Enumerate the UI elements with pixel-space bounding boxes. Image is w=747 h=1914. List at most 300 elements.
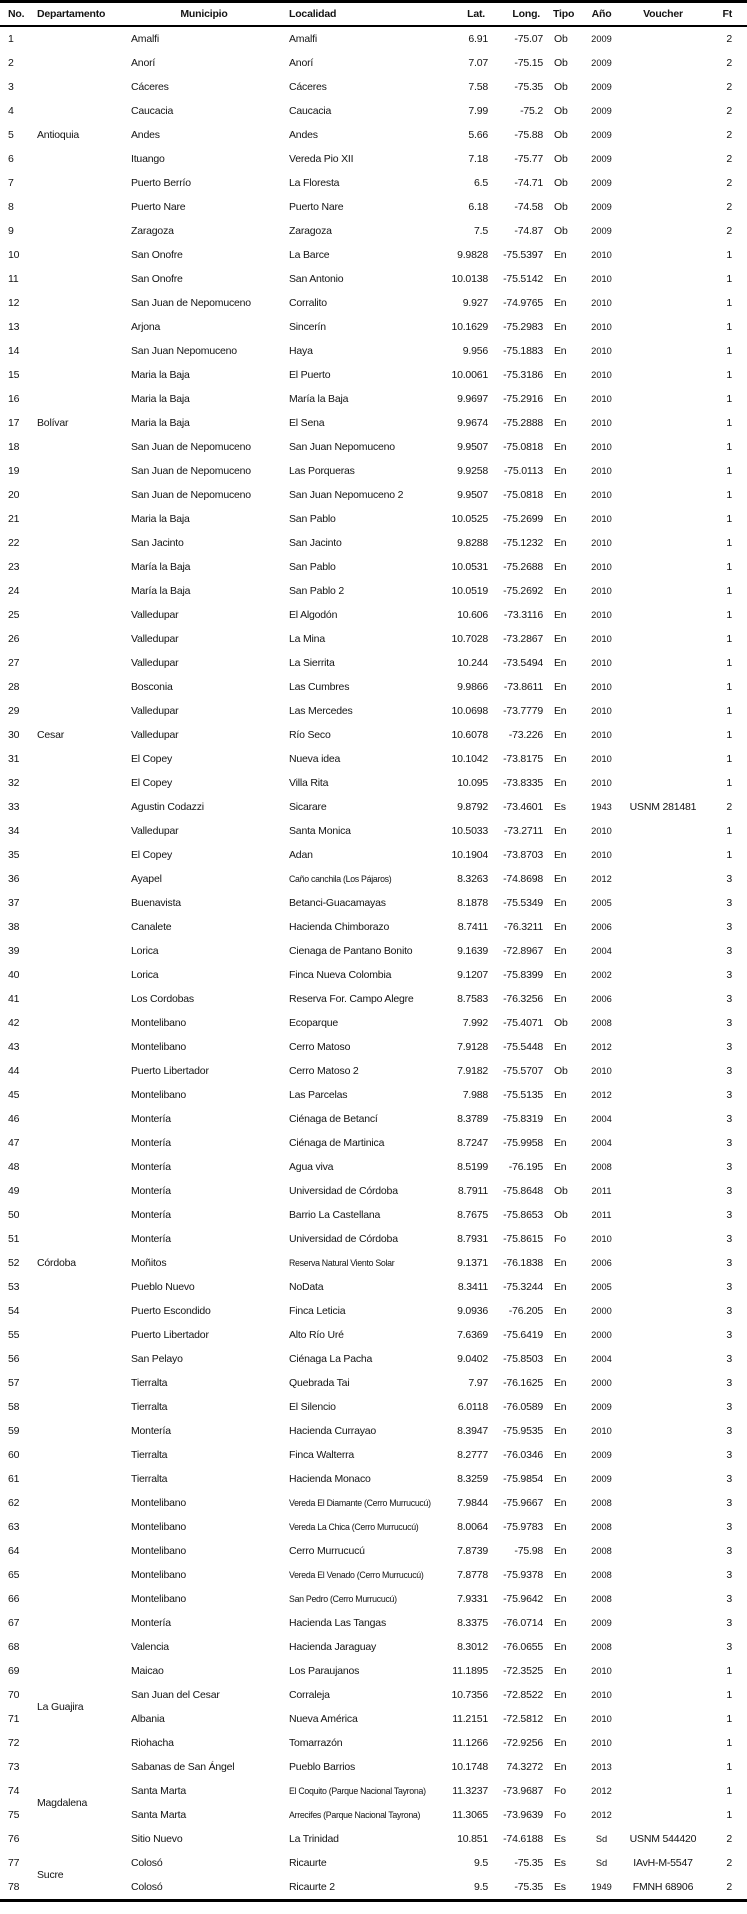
- table-row: [0, 243, 747, 267]
- cell-lat: 7.992: [462, 1017, 488, 1029]
- cell-ft: 1: [726, 1809, 732, 1821]
- cell-ft: 3: [726, 1209, 732, 1221]
- cell-voucher: [620, 219, 706, 243]
- cell-lat: 7.9128: [457, 1041, 488, 1053]
- cell-long: -75.35: [514, 1881, 543, 1893]
- cell-municipio: Maicao: [131, 1665, 164, 1677]
- cell-ft: 2: [726, 33, 732, 45]
- cell-ft: 3: [726, 1113, 732, 1125]
- cell-no: 39: [8, 945, 20, 957]
- cell-long: -75.5397: [503, 249, 543, 261]
- cell-municipio: Montería: [131, 1617, 171, 1629]
- cell-ft: 3: [726, 921, 732, 933]
- cell-tipo: En: [554, 1377, 567, 1389]
- cell-localidad: San Jacinto: [289, 537, 342, 549]
- cell-departamento: La Guajira: [37, 1701, 84, 1713]
- cell-long: -73.2711: [503, 825, 543, 837]
- cell-no: 61: [8, 1473, 20, 1485]
- cell-municipio: Puerto Berrío: [131, 177, 191, 189]
- cell-voucher: [620, 363, 706, 387]
- cell-lat: 8.2777: [457, 1449, 488, 1461]
- cell-long: -75.5349: [503, 897, 543, 909]
- cell-voucher: [620, 411, 706, 435]
- cell-voucher: [620, 531, 706, 555]
- cell-ft: 3: [726, 1473, 732, 1485]
- cell-ft: 1: [726, 753, 732, 765]
- cell-ano: 2000: [591, 1378, 612, 1388]
- cell-localidad: Hacienda Monaco: [289, 1473, 371, 1485]
- cell-ano: 2009: [591, 178, 612, 188]
- cell-municipio: San Juan de Nepomuceno: [131, 489, 251, 501]
- cell-lat: 6.91: [468, 33, 488, 45]
- cell-long: -75.8653: [503, 1209, 543, 1221]
- cell-tipo: En: [554, 561, 567, 573]
- cell-no: 4: [8, 105, 14, 117]
- cell-no: 37: [8, 897, 20, 909]
- cell-municipio: Valencia: [131, 1641, 169, 1653]
- col-header-voucher: Voucher: [620, 2, 706, 27]
- cell-long: -75.3244: [503, 1281, 543, 1293]
- cell-long: 74.3272: [506, 1761, 543, 1773]
- cell-no: 17: [8, 417, 20, 429]
- cell-tipo: Ob: [554, 129, 568, 141]
- cell-localidad: Ecoparque: [289, 1017, 338, 1029]
- col-header-ano: Año: [583, 2, 620, 27]
- cell-ano: 2010: [591, 322, 612, 332]
- cell-lat: 9.9507: [457, 441, 488, 453]
- cell-localidad: La Mina: [289, 633, 325, 645]
- cell-municipio: San Juan de Nepomuceno: [131, 297, 251, 309]
- cell-lat: 10.0061: [451, 369, 488, 381]
- cell-voucher: [620, 267, 706, 291]
- cell-no: 64: [8, 1545, 20, 1557]
- cell-municipio: Ituango: [131, 153, 165, 165]
- cell-ano: 2010: [591, 1714, 612, 1724]
- cell-localidad: La Floresta: [289, 177, 340, 189]
- cell-voucher: [620, 483, 706, 507]
- cell-tipo: En: [554, 1593, 567, 1605]
- cell-long: -75.1232: [503, 537, 543, 549]
- cell-no: 77: [8, 1857, 20, 1869]
- cell-localidad: Nueva América: [289, 1713, 358, 1725]
- cell-voucher: [620, 1803, 706, 1827]
- cell-ano: 2010: [591, 850, 612, 860]
- cell-voucher: [620, 1131, 706, 1155]
- cell-voucher: [620, 1155, 706, 1179]
- cell-no: 13: [8, 321, 20, 333]
- cell-no: 48: [8, 1161, 20, 1173]
- cell-no: 65: [8, 1569, 20, 1581]
- cell-ano: 2006: [591, 922, 612, 932]
- table-row: [0, 1659, 747, 1683]
- cell-lat: 8.7911: [457, 1185, 488, 1197]
- cell-no: 22: [8, 537, 20, 549]
- cell-voucher: [620, 771, 706, 795]
- cell-municipio: Montelibano: [131, 1017, 187, 1029]
- cell-ft: 3: [726, 1017, 732, 1029]
- cell-ft: 1: [726, 561, 732, 573]
- cell-voucher: [620, 459, 706, 483]
- cell-voucher: [620, 699, 706, 723]
- cell-voucher: [620, 1683, 706, 1707]
- cell-localidad: Anorí: [289, 57, 314, 69]
- cell-ft: 1: [726, 1785, 732, 1797]
- cell-departamento: Magdalena: [37, 1797, 88, 1809]
- cell-long: -75.2699: [503, 513, 543, 525]
- cell-voucher: [620, 1563, 706, 1587]
- cell-tipo: En: [554, 681, 567, 693]
- cell-tipo: En: [554, 441, 567, 453]
- cell-ft: 2: [726, 57, 732, 69]
- cell-long: -75.2916: [503, 393, 543, 405]
- cell-localidad: Hacienda Las Tangas: [289, 1617, 386, 1629]
- cell-lat: 9.956: [462, 345, 488, 357]
- cell-departamento: Antioquia: [37, 129, 79, 141]
- cell-voucher: [620, 1587, 706, 1611]
- cell-long: -75.5448: [503, 1041, 543, 1053]
- cell-ano: 2008: [591, 1018, 612, 1028]
- cell-municipio: Montelibano: [131, 1497, 187, 1509]
- cell-long: -72.8522: [503, 1689, 543, 1701]
- cell-long: -74.87: [514, 225, 543, 237]
- cell-voucher: USNM 544420: [629, 1833, 697, 1845]
- cell-voucher: [620, 1203, 706, 1227]
- cell-localidad: Sicarare: [289, 801, 327, 813]
- cell-lat: 10.095: [457, 777, 488, 789]
- cell-voucher: [620, 603, 706, 627]
- cell-municipio: Montelibano: [131, 1041, 187, 1053]
- cell-localidad: Villa Rita: [289, 777, 329, 789]
- cell-long: -75.35: [514, 1857, 543, 1869]
- cell-ano: 2009: [591, 202, 612, 212]
- cell-voucher: [620, 1467, 706, 1491]
- cell-ano: 2010: [591, 346, 612, 356]
- cell-localidad: Corralito: [289, 297, 327, 309]
- cell-voucher: [620, 1299, 706, 1323]
- cell-ft: 1: [726, 681, 732, 693]
- cell-localidad: Reserva Natural Viento Solar: [289, 1258, 395, 1268]
- cell-no: 26: [8, 633, 20, 645]
- cell-ano: 2004: [591, 1354, 612, 1364]
- cell-municipio: Montería: [131, 1161, 171, 1173]
- cell-ano: 2004: [591, 946, 612, 956]
- cell-ano: Sd: [595, 1858, 608, 1868]
- cell-municipio: San Juan de Nepomuceno: [131, 441, 251, 453]
- cell-municipio: María la Baja: [131, 585, 191, 597]
- cell-voucher: [620, 507, 706, 531]
- cell-ano: 2010: [591, 610, 612, 620]
- cell-lat: 8.7931: [457, 1233, 488, 1245]
- cell-lat: 10.244: [457, 657, 488, 669]
- cell-voucher: [620, 315, 706, 339]
- cell-no: 19: [8, 465, 20, 477]
- cell-no: 15: [8, 369, 20, 381]
- cell-lat: 9.8288: [457, 537, 488, 549]
- cell-voucher: [620, 1275, 706, 1299]
- cell-tipo: En: [554, 249, 567, 261]
- cell-municipio: Valledupar: [131, 633, 179, 645]
- cell-no: 5: [8, 129, 14, 141]
- cell-tipo: En: [554, 921, 567, 933]
- cell-voucher: [620, 1011, 706, 1035]
- cell-lat: 8.0064: [457, 1521, 488, 1533]
- cell-ano: 1943: [591, 802, 612, 812]
- cell-tipo: En: [554, 1521, 567, 1533]
- cell-lat: 8.5199: [457, 1161, 488, 1173]
- cell-localidad: Vereda La Chica (Cerro Murrucucú): [289, 1522, 419, 1532]
- cell-municipio: Tierralta: [131, 1401, 168, 1413]
- cell-no: 74: [8, 1785, 20, 1797]
- cell-voucher: [620, 555, 706, 579]
- cell-no: 18: [8, 441, 20, 453]
- cell-ft: 2: [726, 153, 732, 165]
- cell-lat: 10.0519: [451, 585, 488, 597]
- cell-long: -73.3116: [503, 609, 543, 621]
- cell-long: -75.0818: [503, 441, 543, 453]
- cell-ft: 3: [726, 1233, 732, 1245]
- cell-ano: 2008: [591, 1570, 612, 1580]
- cell-ft: 3: [726, 1449, 732, 1461]
- cell-lat: 10.851: [457, 1833, 488, 1845]
- cell-voucher: [620, 1611, 706, 1635]
- cell-no: 51: [8, 1233, 20, 1245]
- cell-localidad: Nueva idea: [289, 753, 341, 765]
- cell-voucher: [620, 1227, 706, 1251]
- table-row: [0, 1755, 747, 1779]
- cell-localidad: San Pablo: [289, 561, 336, 573]
- cell-ano: 2005: [591, 898, 612, 908]
- cell-municipio: Tierralta: [131, 1449, 168, 1461]
- cell-tipo: En: [554, 729, 567, 741]
- cell-tipo: En: [554, 321, 567, 333]
- cell-long: -75.8319: [503, 1113, 543, 1125]
- cell-no: 24: [8, 585, 20, 597]
- cell-voucher: [620, 123, 706, 147]
- cell-ft: 1: [726, 249, 732, 261]
- cell-ano: 2008: [591, 1498, 612, 1508]
- cell-localidad: El Sena: [289, 417, 325, 429]
- cell-municipio: El Copey: [131, 753, 173, 765]
- cell-ano: 2011: [591, 1186, 612, 1196]
- cell-no: 76: [8, 1833, 20, 1845]
- cell-ano: 2011: [591, 1210, 612, 1220]
- cell-ano: 2010: [591, 778, 612, 788]
- cell-tipo: En: [554, 1713, 567, 1725]
- cell-ft: 3: [726, 897, 732, 909]
- cell-tipo: En: [554, 1425, 567, 1437]
- cell-lat: 7.97: [468, 1377, 488, 1389]
- cell-ft: 1: [726, 609, 732, 621]
- cell-ft: 3: [726, 1185, 732, 1197]
- cell-ano: 2013: [591, 1762, 612, 1772]
- cell-lat: 9.0936: [457, 1305, 488, 1317]
- cell-tipo: En: [554, 609, 567, 621]
- cell-localidad: Caño canchila (Los Pájaros): [289, 874, 392, 884]
- cell-municipio: Tierralta: [131, 1473, 168, 1485]
- table-row: [0, 867, 747, 891]
- cell-no: 75: [8, 1809, 20, 1821]
- cell-ft: 2: [726, 81, 732, 93]
- cell-lat: 5.66: [468, 129, 488, 141]
- cell-localidad: Ciénaga de Martinica: [289, 1137, 385, 1149]
- cell-tipo: En: [554, 489, 567, 501]
- cell-voucher: [620, 1419, 706, 1443]
- cell-ft: 3: [726, 1137, 732, 1149]
- cell-tipo: En: [554, 969, 567, 981]
- cell-long: -75.1883: [503, 345, 543, 357]
- cell-municipio: Maria la Baja: [131, 513, 190, 525]
- cell-municipio: Zaragoza: [131, 225, 174, 237]
- cell-voucher: [620, 1251, 706, 1275]
- cell-ano: 2010: [591, 658, 612, 668]
- cell-tipo: En: [554, 1089, 567, 1101]
- cell-lat: 7.8778: [457, 1569, 488, 1581]
- cell-ft: 1: [726, 273, 732, 285]
- cell-localidad: Río Seco: [289, 729, 331, 741]
- cell-lat: 10.0531: [451, 561, 488, 573]
- cell-lat: 9.9697: [457, 393, 488, 405]
- cell-voucher: [620, 291, 706, 315]
- cell-ft: 1: [726, 825, 732, 837]
- cell-tipo: En: [554, 513, 567, 525]
- cell-municipio: Andes: [131, 129, 160, 141]
- cell-ft: 1: [726, 537, 732, 549]
- cell-municipio: El Copey: [131, 777, 173, 789]
- cell-no: 69: [8, 1665, 20, 1677]
- cell-ano: 2008: [591, 1162, 612, 1172]
- cell-lat: 7.99: [468, 105, 488, 117]
- cell-tipo: Ob: [554, 81, 568, 93]
- cell-ft: 1: [726, 489, 732, 501]
- cell-long: -75.9783: [503, 1521, 543, 1533]
- table-row: [0, 603, 747, 627]
- cell-localidad: Vereda Pio XII: [289, 153, 354, 165]
- cell-no: 38: [8, 921, 20, 933]
- cell-long: -76.0655: [503, 1641, 543, 1653]
- cell-localidad: Betanci-Guacamayas: [289, 897, 386, 909]
- cell-voucher: [620, 1755, 706, 1779]
- cell-ft: 1: [726, 465, 732, 477]
- col-header-ft: Ft: [706, 2, 747, 27]
- cell-ano: 2010: [591, 1066, 612, 1076]
- cell-lat: 11.1895: [452, 1665, 488, 1677]
- cell-lat: 9.9866: [457, 681, 488, 693]
- cell-localidad: Santa Monica: [289, 825, 351, 837]
- cell-municipio: San Onofre: [131, 249, 183, 261]
- cell-localidad: Las Cumbres: [289, 681, 350, 693]
- cell-municipio: Arjona: [131, 321, 161, 333]
- cell-long: -75.77: [514, 153, 543, 165]
- cell-localidad: San Pedro (Cerro Murrucucú): [289, 1594, 397, 1604]
- cell-no: 55: [8, 1329, 20, 1341]
- cell-voucher: [620, 1491, 706, 1515]
- cell-no: 78: [8, 1881, 20, 1893]
- cell-tipo: En: [554, 633, 567, 645]
- cell-municipio: Moñitos: [131, 1257, 167, 1269]
- cell-long: -75.5142: [503, 273, 543, 285]
- cell-tipo: Ob: [554, 177, 568, 189]
- cell-voucher: [620, 435, 706, 459]
- cell-ano: 2010: [591, 706, 612, 716]
- col-header-lat: Lat.: [446, 2, 490, 27]
- cell-localidad: San Juan Nepomuceno: [289, 441, 395, 453]
- cell-ft: 2: [726, 1833, 732, 1845]
- cell-localidad: Agua viva: [289, 1161, 334, 1173]
- cell-municipio: Sabanas de San Ángel: [131, 1761, 235, 1773]
- cell-ft: 1: [726, 393, 732, 405]
- cell-ano: 2010: [591, 418, 612, 428]
- cell-tipo: Ob: [554, 105, 568, 117]
- cell-municipio: Montería: [131, 1185, 171, 1197]
- cell-voucher: [620, 819, 706, 843]
- cell-lat: 6.5: [474, 177, 488, 189]
- cell-lat: 8.3947: [457, 1425, 488, 1437]
- cell-no: 59: [8, 1425, 20, 1437]
- cell-lat: 6.0118: [457, 1401, 488, 1413]
- cell-long: -75.2692: [503, 585, 543, 597]
- cell-long: -75.6419: [503, 1329, 543, 1341]
- cell-municipio: Montería: [131, 1209, 171, 1221]
- cell-localidad: Los Paraujanos: [289, 1665, 360, 1677]
- cell-voucher: [620, 1731, 706, 1755]
- cell-lat: 11.3065: [452, 1809, 488, 1821]
- cell-voucher: [620, 1083, 706, 1107]
- table-body: [0, 26, 747, 1901]
- cell-ft: 1: [726, 345, 732, 357]
- cell-lat: 7.988: [462, 1089, 488, 1101]
- cell-ft: 3: [726, 1281, 732, 1293]
- cell-ft: 1: [726, 705, 732, 717]
- cell-localidad: San Juan Nepomuceno 2: [289, 489, 404, 501]
- cell-localidad: El Puerto: [289, 369, 331, 381]
- cell-tipo: En: [554, 1641, 567, 1653]
- cell-voucher: [620, 75, 706, 99]
- cell-localidad: Sincerín: [289, 321, 326, 333]
- cell-municipio: Colosó: [131, 1881, 163, 1893]
- cell-long: -75.5135: [503, 1089, 543, 1101]
- cell-long: -75.9667: [503, 1497, 543, 1509]
- cell-lat: 7.5: [474, 225, 488, 237]
- cell-lat: 10.606: [457, 609, 488, 621]
- cell-localidad: Zaragoza: [289, 225, 332, 237]
- cell-voucher: [620, 1059, 706, 1083]
- cell-long: -75.0818: [503, 489, 543, 501]
- cell-localidad: Finca Nueva Colombia: [289, 969, 392, 981]
- col-header-departamento: Departamento: [30, 2, 125, 27]
- cell-tipo: Es: [554, 801, 566, 813]
- cell-tipo: Es: [554, 1833, 566, 1845]
- cell-long: -73.8175: [503, 753, 543, 765]
- cell-lat: 10.1904: [451, 849, 488, 861]
- cell-no: 52: [8, 1257, 20, 1269]
- cell-long: -76.205: [508, 1305, 543, 1317]
- cell-no: 11: [8, 273, 19, 285]
- cell-voucher: [620, 891, 706, 915]
- cell-localidad: San Pablo 2: [289, 585, 345, 597]
- cell-localidad: Universidad de Córdoba: [289, 1185, 398, 1197]
- cell-voucher: [620, 747, 706, 771]
- cell-ft: 2: [726, 177, 732, 189]
- cell-tipo: En: [554, 1737, 567, 1749]
- cell-long: -73.7779: [503, 705, 543, 717]
- cell-ft: 1: [726, 417, 732, 429]
- cell-ano: 2008: [591, 1522, 612, 1532]
- cell-long: -74.58: [514, 201, 543, 213]
- cell-long: -75.5707: [503, 1065, 543, 1077]
- cell-tipo: En: [554, 1329, 567, 1341]
- cell-voucher: [620, 627, 706, 651]
- table-row: [0, 1851, 747, 1875]
